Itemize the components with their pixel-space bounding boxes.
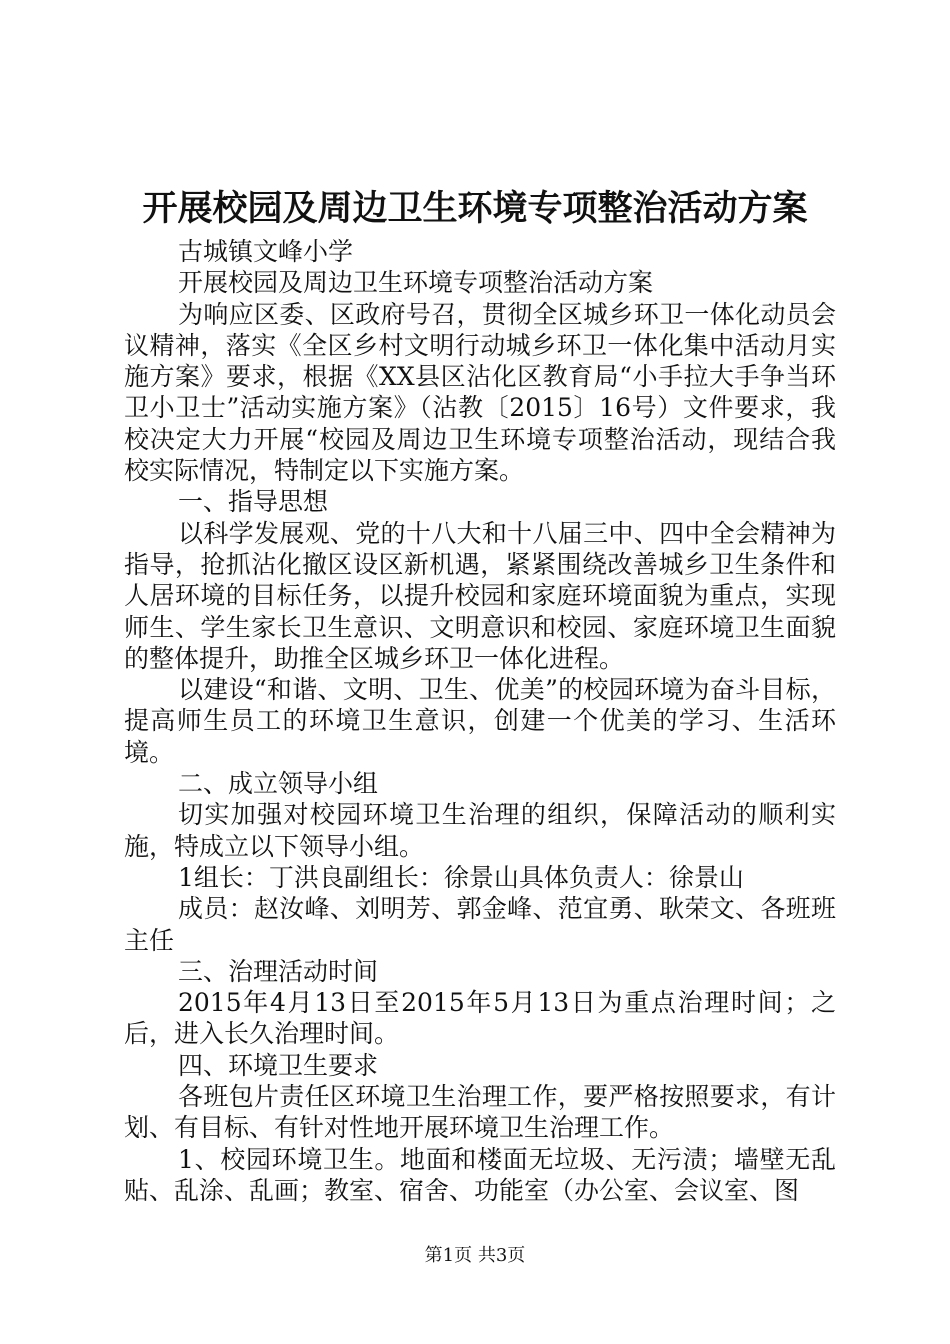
section-heading-leadership-group: 二、成立领导小组: [178, 769, 379, 799]
document-body: [124, 236, 836, 1206]
section-heading-activity-time: 三、治理活动时间: [178, 956, 379, 986]
paragraph-school-name: 古城镇文峰小学: [178, 237, 354, 266]
section-heading-hygiene-requirements: 四、环境卫生要求: [178, 1050, 379, 1080]
paragraph-members: 成员：赵汝峰、刘明芳、郭金峰、范宜勇、耿荣文、各班班主任: [124, 894, 836, 955]
paragraph-activity-time: 2015年4月13日至2015年5月13日为重点治理时间；之后，进入长久治理时间。: [124, 988, 836, 1049]
paragraph-campus-hygiene: 1、校园环境卫生。地面和楼面无垃圾、无污渍；墙壁无乱贴、乱涂、乱画；教室、宿舍、功能室（办公室、会议室、图: [124, 1144, 836, 1205]
document-title: 开展校园及周边卫生环境专项整治活动方案: [142, 188, 808, 229]
paragraph-leaders: 1组长：丁洪良副组长：徐景山具体负责人：徐景山: [178, 862, 744, 892]
section-heading-guiding-ideology: 一、指导思想: [178, 487, 329, 517]
paragraph-guiding-ideology: 以科学发展观、党的十八大和十八届三中、四中全会精神为指导，抢抓沾化撤区设区新机遇，紧紧围绕改善城乡卫生条件和人居环境的目标任务，以提升校园和家庭环境面貌为重点，实现师生、学生家长卫生意识、文明意识和校园、家庭环境卫生面貌的整体提升，助推全区城乡环卫一体化进程。: [124, 518, 836, 673]
paragraph-class-responsibility: 各班包片责任区环境卫生治理工作，要严格按照要求，有计划、有目标、有针对性地开展环境卫生治理工作。: [124, 1082, 836, 1143]
paragraph-goal: 以建设“和谐、文明、卫生、优美”的校园环境为奋斗目标，提高师生员工的环境卫生意识，创建一个优美的学习、生活环境。: [124, 675, 836, 767]
paragraph-subtitle: 开展校园及周边卫生环境专项整治活动方案: [178, 268, 654, 298]
page-footer: 第1页 共3页: [424, 1245, 526, 1266]
paragraph-intro: 为响应区委、区政府号召，贯彻全区城乡环卫一体化动员会议精神，落实《全区乡村文明行动城乡环卫一体化集中活动月实施方案》要求，根据《XX县区沾化区教育局“小手拉大手争当环卫小卫士”活动实施方案》（沾教〔2015〕16号）文件要求，我校决定大力开展“校园及周边卫生环境专项整治活动，现结合我校实际情况，特制定以下实施方案。: [124, 299, 836, 486]
paragraph-leadership-intro: 切实加强对校园环境卫生治理的组织，保障活动的顺利实施，特成立以下领导小组。: [124, 800, 836, 861]
